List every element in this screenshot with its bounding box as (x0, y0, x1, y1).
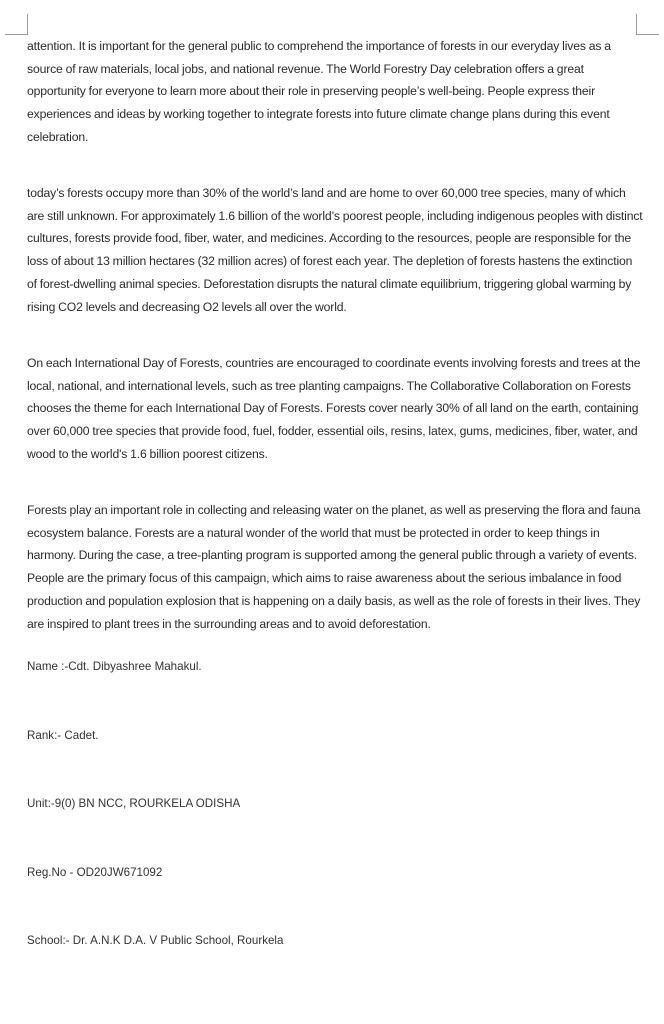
paragraph-importance: attention. It is important for the general public to comprehend the importance of forests in our everyday lives as a source of raw materials, local jobs, and national revenue. The World Forestry Day celebration offers a great opportunity for everyone to learn more about their role in preserving people’s well-being. People express their experiences and ideas by working together to integrate forests into future climate change plans during this event celebration. (27, 39, 611, 144)
author-name: Name :-Cdt. Dibyashree Mahakul. (27, 660, 202, 673)
author-unit: Unit:-9(0) BN NCC, ROURKELA ODISHA (27, 797, 241, 810)
paragraph-international-day: On each International Day of Forests, countries are encouraged to coordinate events involving forests and trees at the local, national, and international levels, such as tree planting campaigns. The Collaborative Collaboration on Forests chooses the theme for each International Day of Forests. Forests cover nearly 30% of all land on the earth, containing over 60,000 tree species that provide food, fuel, fodder, essential oils, resins, latex, gums, medicines, fiber, water, and wood to the world's 1.6 billion poorest citizens. (27, 356, 641, 461)
page-corner-mark-top-left (5, 14, 28, 35)
author-reg-no: Reg.No - OD20JW671092 (27, 866, 163, 879)
paragraph-water-role: Forests play an important role in collecting and releasing water on the planet, as well as preserving the flora and fauna ecosystem balance. Forests are a natural wonder of the world that must be protected in order to keep things in harmony. During the case, a tree-planting program is supported among the general public through a variety of events. People are the primary focus of this campaign, which aims to raise awareness about the serious imbalance in food production and population explosion that is happening on a daily basis, as well as the role of forests in their lives. They are inspired to plant trees in the surrounding areas and to avoid deforestation. (27, 503, 641, 631)
author-rank: Rank:- Cadet. (27, 729, 99, 742)
author-school: School:- Dr. A.N.K D.A. V Public School, Rourkela (27, 934, 284, 947)
paragraph-forest-facts: today’s forests occupy more than 30% of the world’s land and are home to over 60,000 tree species, many of which are still unknown. For approximately 1.6 billion of the world’s poorest people, including indigenous peoples with distinct cultures, forests provide food, fiber, water, and medicines. According to the resources, people are responsible for the loss of about 13 million hectares (32 million acres) of forest each year. The depletion of forests hastens the extinction of forest-dwelling animal species. Deforestation disrupts the natural climate equilibrium, triggering global warming by rising CO2 levels and decreasing O2 levels all over the world. (27, 186, 643, 314)
page-corner-mark-top-right (636, 14, 659, 35)
